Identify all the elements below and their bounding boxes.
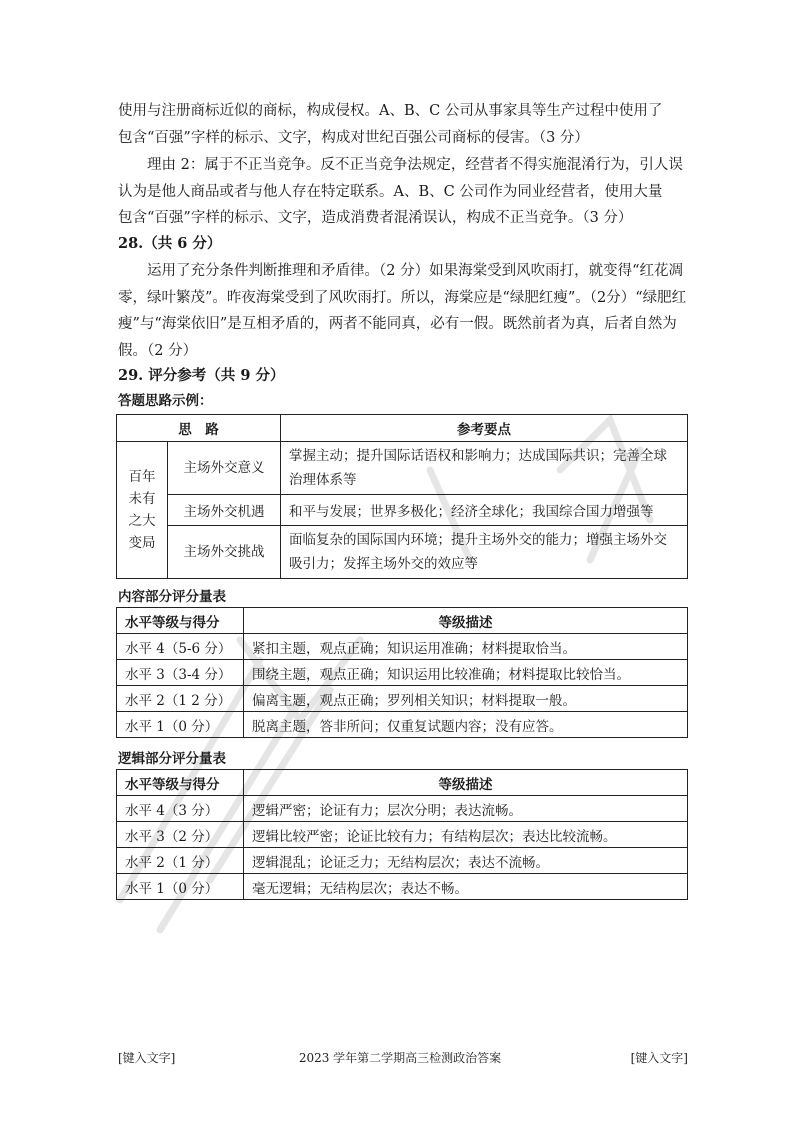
header-desc: 等级描述 bbox=[244, 770, 688, 796]
text-line: 包含“百强”字样的标示、文字，构成对世纪百强公司商标的侵害。（3 分） bbox=[118, 129, 589, 146]
logic-scoring-table bbox=[116, 769, 688, 900]
table-header-row bbox=[117, 608, 688, 634]
side-label-line: 未有 bbox=[128, 491, 156, 507]
points-cell: 掌握主动；提升国际话语权和影响力；达成国际共识；完善全球治理体系等 bbox=[281, 442, 688, 495]
level-cell: 水平 4（5-6 分） bbox=[117, 634, 244, 660]
text-line: 理由 2：属于不正当竞争。反不正当竞争法规定，经营者不得实施混淆行为，引人误 bbox=[147, 157, 683, 173]
desc-cell: 偏离主题，观点正确；罗列相关知识；材料提取一般。 bbox=[244, 686, 688, 712]
header-desc: 等级描述 bbox=[244, 608, 688, 634]
side-label-line: 之大 bbox=[128, 513, 156, 529]
table-row bbox=[117, 686, 688, 712]
level-cell: 水平 1（0 分） bbox=[117, 874, 244, 900]
text-line: 零，绿叶繁茂”。昨夜海棠受到了风吹雨打。所以，海棠应是“绿肥红瘦”。（2分）“绿肥红 bbox=[118, 289, 687, 306]
side-label-line: 百年 bbox=[128, 469, 156, 485]
question-28-heading: 28.（共 6 分） bbox=[118, 235, 222, 252]
logic-table-title: 逻辑部分评分量表 bbox=[118, 751, 226, 767]
table-row bbox=[117, 442, 688, 495]
level-cell: 水平 1（0 分） bbox=[117, 712, 244, 738]
paragraph-q28 bbox=[118, 258, 688, 364]
text-line: 瘦”与“海棠依旧”是互相矛盾的，两者不能同真，必有一假。既然前者为真，后者自然为 bbox=[118, 316, 677, 332]
idea-table bbox=[116, 414, 688, 579]
desc-cell: 逻辑比较严密；论证比较有力；有结构层次；表达比较流畅。 bbox=[244, 822, 688, 848]
category-cell: 主场外交挑战 bbox=[168, 526, 281, 579]
desc-cell: 紧扣主题，观点正确；知识运用准确；材料提取恰当。 bbox=[244, 634, 688, 660]
header-idea: 思 路 bbox=[117, 415, 281, 442]
header-points: 参考要点 bbox=[281, 415, 688, 442]
table-row bbox=[117, 526, 688, 579]
paragraph-reason1-end bbox=[118, 98, 688, 151]
category-cell: 主场外交意义 bbox=[168, 442, 281, 495]
footer-right-placeholder: [键入文字] bbox=[630, 1051, 688, 1065]
level-cell: 水平 4（3 分） bbox=[117, 796, 244, 822]
content-table-title: 内容部分评分量表 bbox=[118, 589, 226, 605]
footer-left-placeholder: [键入文字] bbox=[118, 1051, 176, 1065]
level-cell: 水平 2（1 分） bbox=[117, 848, 244, 874]
table-row bbox=[117, 712, 688, 738]
side-label-line: 变局 bbox=[128, 535, 156, 551]
table-row bbox=[117, 822, 688, 848]
table-row bbox=[117, 796, 688, 822]
table-row bbox=[117, 495, 688, 526]
footer-title: 2023 学年第二学期高三检测政治答案 bbox=[298, 1051, 502, 1065]
level-cell: 水平 3（2 分） bbox=[117, 822, 244, 848]
table-header-row bbox=[117, 415, 688, 442]
header-level: 水平等级与得分 bbox=[117, 770, 244, 796]
table-header-row bbox=[117, 770, 688, 796]
desc-cell: 围绕主题，观点正确；知识运用比较准确；材料提取比较恰当。 bbox=[244, 660, 688, 686]
desc-cell: 脱离主题，答非所问；仅重复试题内容；没有应答。 bbox=[244, 712, 688, 738]
header-level: 水平等级与得分 bbox=[117, 608, 244, 634]
text-line: 认为是他人商品或者与他人存在特定联系。A、B、C 公司作为同业经营者，使用大量 bbox=[118, 183, 663, 200]
table-row bbox=[117, 848, 688, 874]
content-scoring-table bbox=[116, 607, 688, 738]
desc-cell: 毫无逻辑；无结构层次；表达不畅。 bbox=[244, 874, 688, 900]
level-cell: 水平 3（3-4 分） bbox=[117, 660, 244, 686]
points-cell: 和平与发展；世界多极化；经济全球化；我国综合国力增强等 bbox=[281, 495, 688, 526]
side-label-cell bbox=[117, 442, 168, 579]
table-row bbox=[117, 634, 688, 660]
desc-cell: 逻辑严密；论证有力；层次分明；表达流畅。 bbox=[244, 796, 688, 822]
text-line: 包含“百强”字样的标示、文字，造成消费者混淆误认，构成不正当竞争。（3 分） bbox=[118, 210, 633, 226]
desc-cell: 逻辑混乱；论证乏力；无结构层次；表达不流畅。 bbox=[244, 848, 688, 874]
question-29-heading: 29. 评分参考（共 9 分） bbox=[118, 367, 285, 384]
table-row bbox=[117, 660, 688, 686]
text-line: 使用与注册商标近似的商标，构成侵权。A、B、C 公司从事家具等生产过程中使用了 bbox=[118, 103, 663, 119]
table-row bbox=[117, 874, 688, 900]
example-label: 答题思路示例： bbox=[118, 393, 213, 409]
category-cell: 主场外交机遇 bbox=[168, 495, 281, 526]
paragraph-reason2 bbox=[118, 152, 688, 232]
text-line: 假。（2 分） bbox=[118, 342, 198, 359]
text-line: 运用了充分条件判断推理和矛盾律。（2 分）如果海棠受到风吹雨打，就变得“红花凋 bbox=[147, 263, 683, 279]
points-cell: 面临复杂的国际国内环境；提升主场外交的能力；增强主场外交吸引力；发挥主场外交的效应等 bbox=[281, 526, 688, 579]
level-cell: 水平 2（1 2 分） bbox=[117, 686, 244, 712]
